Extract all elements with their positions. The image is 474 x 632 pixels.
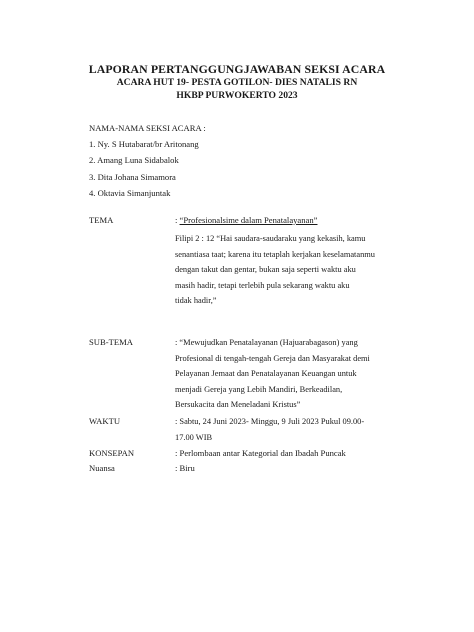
- list-item: 2. Amang Luna Sidabalok: [89, 155, 179, 166]
- nuansa-value: : Biru: [175, 463, 195, 473]
- waktu-line: 17.00 WIB: [175, 432, 213, 442]
- members-label: NAMA-NAMA SEKSI ACARA :: [89, 123, 206, 133]
- tema-colon: :: [175, 215, 180, 225]
- subtema-line: menjadi Gereja yang Lebih Mandiri, Berkeadilan,: [175, 384, 343, 394]
- event-subtitle: ACARA HUT 19- PESTA GOTILON- DIES NATALIS RN: [116, 77, 358, 88]
- subtema-line: Pelayanan Jemaat dan Penatalayanan Keuangan untuk: [175, 369, 357, 379]
- tema-verse: [175, 233, 397, 311]
- list-item: 1. Ny. S Hutabarat/br Aritonang: [89, 139, 199, 149]
- tema-text: “Profesionalsime dalam Penatalayanan”: [179, 215, 318, 225]
- subtema-value: [175, 337, 397, 415]
- list-item: 4. Oktavia Simanjuntak: [89, 188, 171, 199]
- subtema-line: : “Mewujudkan Penatalayanan (Hajuarabagason) yang: [175, 338, 358, 347]
- church-subtitle: HKBP PURWOKERTO 2023: [176, 90, 298, 101]
- konsepan-value: : Perlombaan antar Kategorial dan Ibadah Puncak: [175, 448, 346, 458]
- tema-label: TEMA: [89, 215, 114, 225]
- waktu-label: WAKTU: [89, 416, 121, 426]
- verse-line: senantiasa taat; karena itu tetaplah kerjakan keselamatanmu: [175, 249, 375, 259]
- konsepan-label: KONSEPAN: [89, 448, 135, 458]
- verse-line: Filipi 2 : 12 “Hai saudara-saudaraku yang kekasih, kamu: [175, 234, 366, 243]
- members-list: [89, 139, 199, 205]
- verse-line: tidak hadir,”: [175, 296, 217, 306]
- subtema-line: Profesional di tengah-tengah Gereja dan Masyarakat demi: [175, 353, 370, 363]
- waktu-line: : Sabtu, 24 Juni 2023- Minggu, 9 Juli 2023 Pukul 09.00-: [175, 417, 365, 426]
- nuansa-label: Nuansa: [89, 463, 115, 473]
- verse-line: dengan takut dan gentar, bukan saja seperti waktu aku: [175, 265, 356, 275]
- tema-value: [175, 215, 395, 231]
- list-item: 3. Dita Johana Simamora: [89, 171, 176, 182]
- verse-line: masih hadir, tetapi terlebih pula sekarang waktu aku: [175, 280, 350, 290]
- waktu-value: [175, 416, 397, 447]
- report-title: LAPORAN PERTANGGUNGJAWABAN SEKSI ACARA: [88, 62, 386, 76]
- subtema-label: SUB-TEMA: [89, 337, 133, 347]
- subtema-line: Bersukacita dan Meneladani Kristus”: [175, 400, 301, 410]
